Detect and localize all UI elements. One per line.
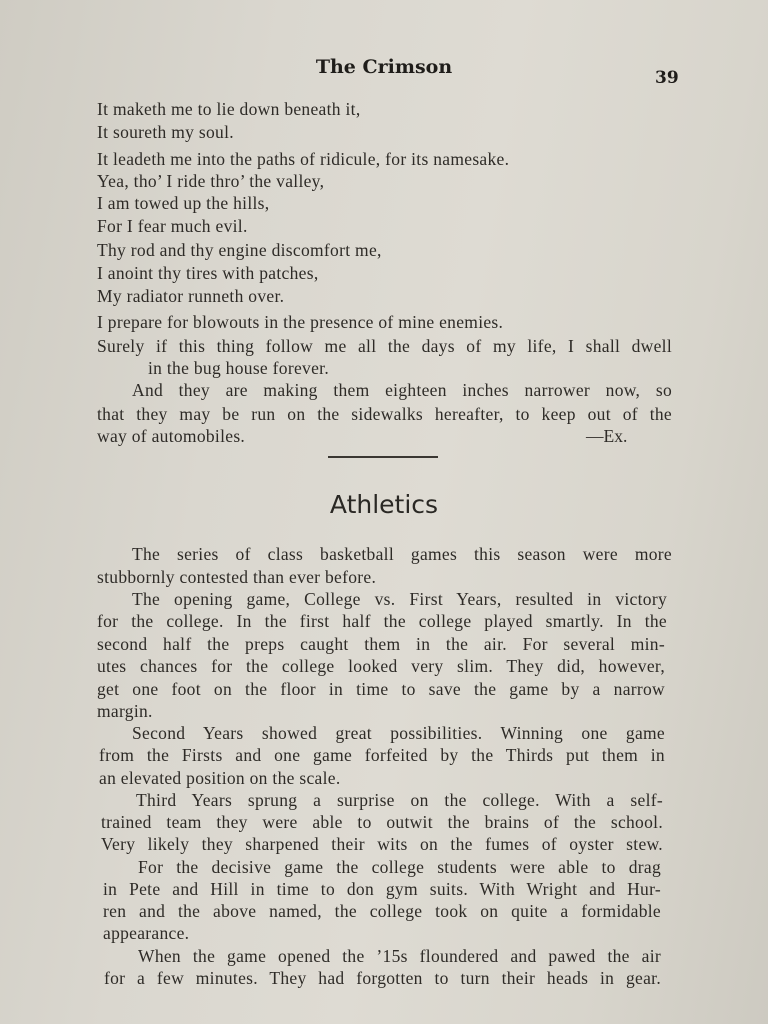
poem-line: Surely if this thing follow me all the days of my life, I shall dwell (97, 336, 672, 356)
article-line: margin. (97, 701, 153, 721)
article-line: ren and the above named, the college took on quite a formidable (103, 901, 661, 921)
article-line: trained team they were able to outwit the brains of the school. (101, 812, 663, 832)
article-line: an elevated position on the scale. (99, 768, 341, 788)
article-line: Third Years sprung a surprise on the college. With a self- (136, 790, 663, 810)
article-line: stubbornly contested than ever before. (97, 567, 377, 587)
article-line: Second Years showed great possibilities. Winning one game (132, 723, 665, 743)
poem-line: My radiator runneth over. (97, 286, 285, 306)
poem-line: It maketh me to lie down beneath it, (97, 99, 361, 119)
prose-line: And they are making them eighteen inches narrower now, so (132, 380, 672, 400)
article-line: in Pete and Hill in time to don gym suits. With Wright and Hur- (103, 879, 661, 899)
poem-line: I am towed up the hills, (97, 193, 270, 213)
article-line: second half the preps caught them in the air. For several min- (97, 634, 665, 654)
article-line: for a few minutes. They had forgotten to turn their heads in gear. (104, 968, 661, 988)
poem-line: I prepare for blowouts in the presence of mine enemies. (97, 312, 504, 332)
article-line: The series of class basketball games this season were more (132, 544, 672, 564)
poem-line: in the bug house forever. (148, 358, 329, 378)
article-line: get one foot on the floor in time to save the game by a narrow (97, 679, 665, 699)
article-line: for the college. In the first half the college played smartly. In the (97, 611, 667, 631)
prose-line: that they may be run on the sidewalks hereafter, to keep out of the (97, 404, 672, 424)
running-head: The Crimson (315, 56, 453, 78)
article-line: from the Firsts and one game forfeited by the Thirds put them in (99, 745, 665, 765)
article-line: appearance. (103, 923, 190, 943)
article-line: The opening game, College vs. First Years, resulted in victory (132, 589, 667, 609)
poem-line: Thy rod and thy engine discomfort me, (97, 240, 382, 260)
prose-line: way of automobiles. (97, 426, 246, 446)
poem-line: I anoint thy tires with patches, (97, 263, 319, 283)
page-number: 39 (655, 68, 679, 88)
article-line: For the decisive game the college students were able to drag (138, 857, 661, 877)
poem-line: It leadeth me into the paths of ridicule, for its namesake. (97, 149, 510, 169)
source-credit: —Ex. (586, 426, 628, 446)
poem-line: Yea, tho’ I ride thro’ the valley, (97, 171, 325, 191)
poem-line: For I fear much evil. (97, 216, 248, 236)
section-title: Athletics (329, 490, 439, 519)
article-line: utes chances for the college looked very slim. They did, however, (97, 656, 665, 676)
poem-line: It soureth my soul. (97, 122, 234, 142)
article-line: Very likely they sharpened their wits on the fumes of oyster stew. (101, 834, 663, 854)
article-line: When the game opened the ’15s floundered and pawed the air (138, 946, 661, 966)
section-divider (328, 456, 438, 458)
